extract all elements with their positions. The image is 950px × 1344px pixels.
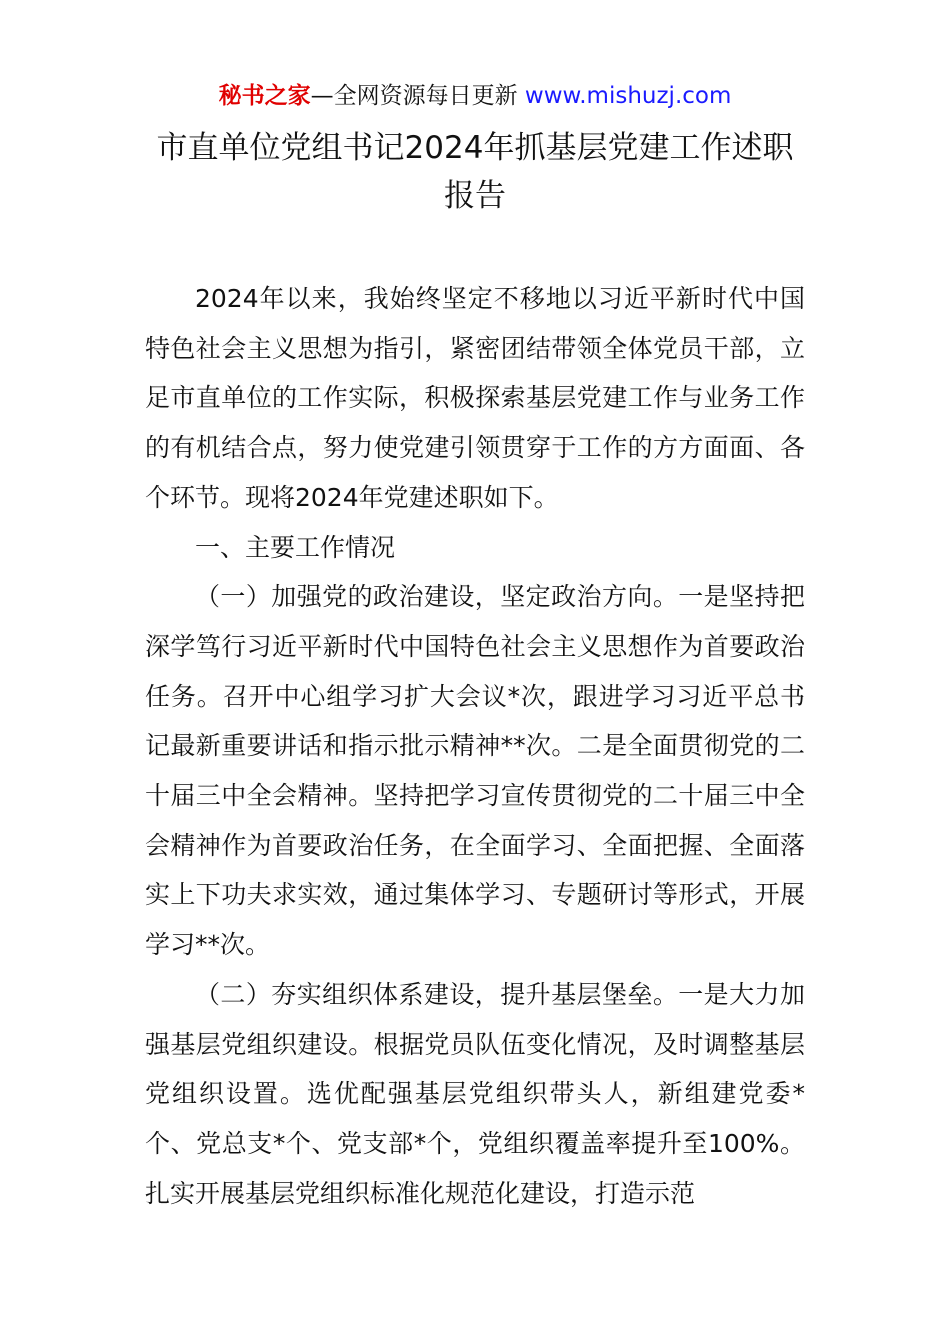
site-header-banner	[0, 80, 950, 112]
intro-paragraph: 2024年以来，我始终坚定不移地以习近平新时代中国特色社会主义思想为指引，紧密团结带领全体党员干部，立足市直单位的工作实际，积极探索基层党建工作与业务工作的有机结合点，努力使党建引领贯穿于工作的方方面面、各个环节。现将2024年党建述职如下。	[145, 284, 805, 512]
brand-name: 秘书之家	[218, 83, 311, 109]
document-title: 市直单位党组书记2024年抓基层党建工作述职报告	[156, 130, 794, 214]
body-paragraph: （二）夯实组织体系建设，提升基层堡垒。一是大力加强基层党组织建设。根据党员队伍变化情况，及时调整基层党组织设置。选优配强基层党组织带头人，新组建党委*个、党总支*个、党支部*个，党组织覆盖率提升至100%。扎实开展基层党组织标准化规范化建设，打造示范	[145, 979, 805, 1208]
body-paragraph: （一）加强党的政治建设，坚定政治方向。一是坚持把深学笃行习近平新时代中国特色社会主义思想作为首要政治任务。召开中心组学习扩大会议*次，跟进学习习近平总书记最新重要讲话和指示批示精神**次。二是全面贯彻党的二十届三中全会精神。坚持把学习宣传贯彻党的二十届三中全会精神作为首要政治任务，在全面学习、全面把握、全面落实上下功夫求实效，通过集体学习、专题研讨等形式，开展学习**次。	[145, 582, 805, 960]
section-heading: 一、主要工作情况	[195, 532, 396, 562]
site-url-link[interactable]: www.mishuzj.com	[524, 83, 732, 109]
document-body	[145, 274, 805, 1218]
header-tagline: —全网资源每日更新	[310, 83, 525, 109]
